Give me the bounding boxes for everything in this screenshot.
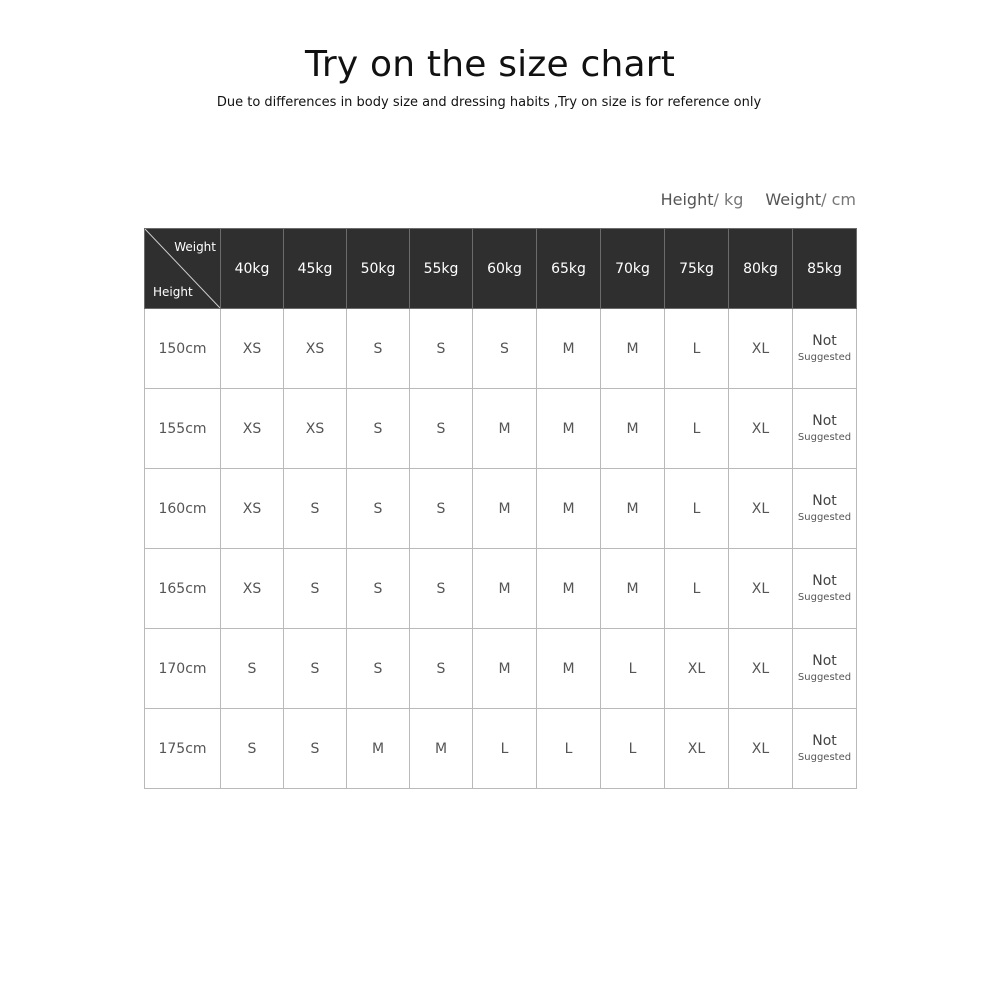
size-cell: M [601, 389, 665, 469]
size-cell: XS [221, 389, 284, 469]
row-height-label: 175cm [145, 709, 221, 789]
weight-unit-label: Weight/ cm [765, 190, 856, 209]
table-row [145, 309, 857, 389]
size-cell: XS [284, 389, 347, 469]
size-cell: Not Suggested [793, 709, 857, 789]
size-cell: M [537, 389, 601, 469]
size-cell: M [473, 389, 537, 469]
size-cell: XL [665, 709, 729, 789]
size-cell: S [221, 709, 284, 789]
table-body [145, 309, 857, 789]
table-row [145, 469, 857, 549]
size-cell: XL [665, 629, 729, 709]
size-cell: M [537, 549, 601, 629]
size-cell: M [410, 709, 473, 789]
size-cell: S [410, 309, 473, 389]
size-cell: XS [221, 549, 284, 629]
size-cell: Not Suggested [793, 469, 857, 549]
size-cell: M [473, 629, 537, 709]
size-cell: XS [221, 309, 284, 389]
corner-weight-label: Weight [174, 240, 216, 254]
size-cell: S [284, 709, 347, 789]
height-unit-label: Height/ kg [660, 190, 744, 209]
size-cell: M [601, 309, 665, 389]
row-height-label: 150cm [145, 309, 221, 389]
size-cell: S [410, 629, 473, 709]
size-cell: Not Suggested [793, 389, 857, 469]
page-title: Try on the size chart [304, 44, 676, 85]
column-header: 40kg [221, 229, 284, 309]
table-row [145, 389, 857, 469]
size-cell: M [473, 469, 537, 549]
size-cell: XL [729, 469, 793, 549]
size-cell: M [537, 469, 601, 549]
size-cell: S [410, 469, 473, 549]
table-row [145, 629, 857, 709]
column-header: 85kg [793, 229, 857, 309]
size-cell: XL [729, 309, 793, 389]
size-cell: M [601, 469, 665, 549]
size-cell: XS [284, 309, 347, 389]
size-cell: S [284, 629, 347, 709]
size-cell: L [601, 629, 665, 709]
size-cell: S [221, 629, 284, 709]
row-height-label: 165cm [145, 549, 221, 629]
size-cell: S [473, 309, 537, 389]
size-cell: M [537, 629, 601, 709]
column-header: 60kg [473, 229, 537, 309]
size-cell: XS [221, 469, 284, 549]
size-cell: Not Suggested [793, 629, 857, 709]
size-cell: S [347, 469, 410, 549]
size-cell: S [410, 389, 473, 469]
size-cell: L [665, 309, 729, 389]
size-cell: XL [729, 549, 793, 629]
units-legend [661, 190, 856, 209]
row-height-label: 160cm [145, 469, 221, 549]
size-cell: L [665, 389, 729, 469]
size-cell: Not Suggested [793, 549, 857, 629]
column-header: 65kg [537, 229, 601, 309]
corner-height-label: Height [153, 285, 193, 299]
size-cell: M [347, 709, 410, 789]
size-cell: Not Suggested [793, 309, 857, 389]
size-cell: XL [729, 389, 793, 469]
size-cell: XL [729, 709, 793, 789]
size-cell: L [601, 709, 665, 789]
column-header: 45kg [284, 229, 347, 309]
table-row [145, 709, 857, 789]
corner-cell [145, 229, 221, 309]
size-cell: M [601, 549, 665, 629]
column-header: 80kg [729, 229, 793, 309]
size-cell: L [537, 709, 601, 789]
size-cell: S [347, 549, 410, 629]
size-cell: S [347, 309, 410, 389]
size-cell: S [284, 549, 347, 629]
row-height-label: 170cm [145, 629, 221, 709]
size-cell: L [665, 469, 729, 549]
size-cell: L [473, 709, 537, 789]
size-cell: XL [729, 629, 793, 709]
size-cell: M [537, 309, 601, 389]
column-header: 70kg [601, 229, 665, 309]
size-chart-table [144, 228, 857, 789]
header-row [145, 229, 857, 309]
size-cell: S [347, 629, 410, 709]
page-subtitle: Due to differences in body size and dressing habits ,Try on size is for reference only [216, 95, 762, 110]
size-cell: S [410, 549, 473, 629]
size-cell: S [347, 389, 410, 469]
column-header: 75kg [665, 229, 729, 309]
size-cell: S [284, 469, 347, 549]
column-header: 50kg [347, 229, 410, 309]
row-height-label: 155cm [145, 389, 221, 469]
size-cell: M [473, 549, 537, 629]
table-row [145, 549, 857, 629]
size-cell: L [665, 549, 729, 629]
column-header: 55kg [410, 229, 473, 309]
